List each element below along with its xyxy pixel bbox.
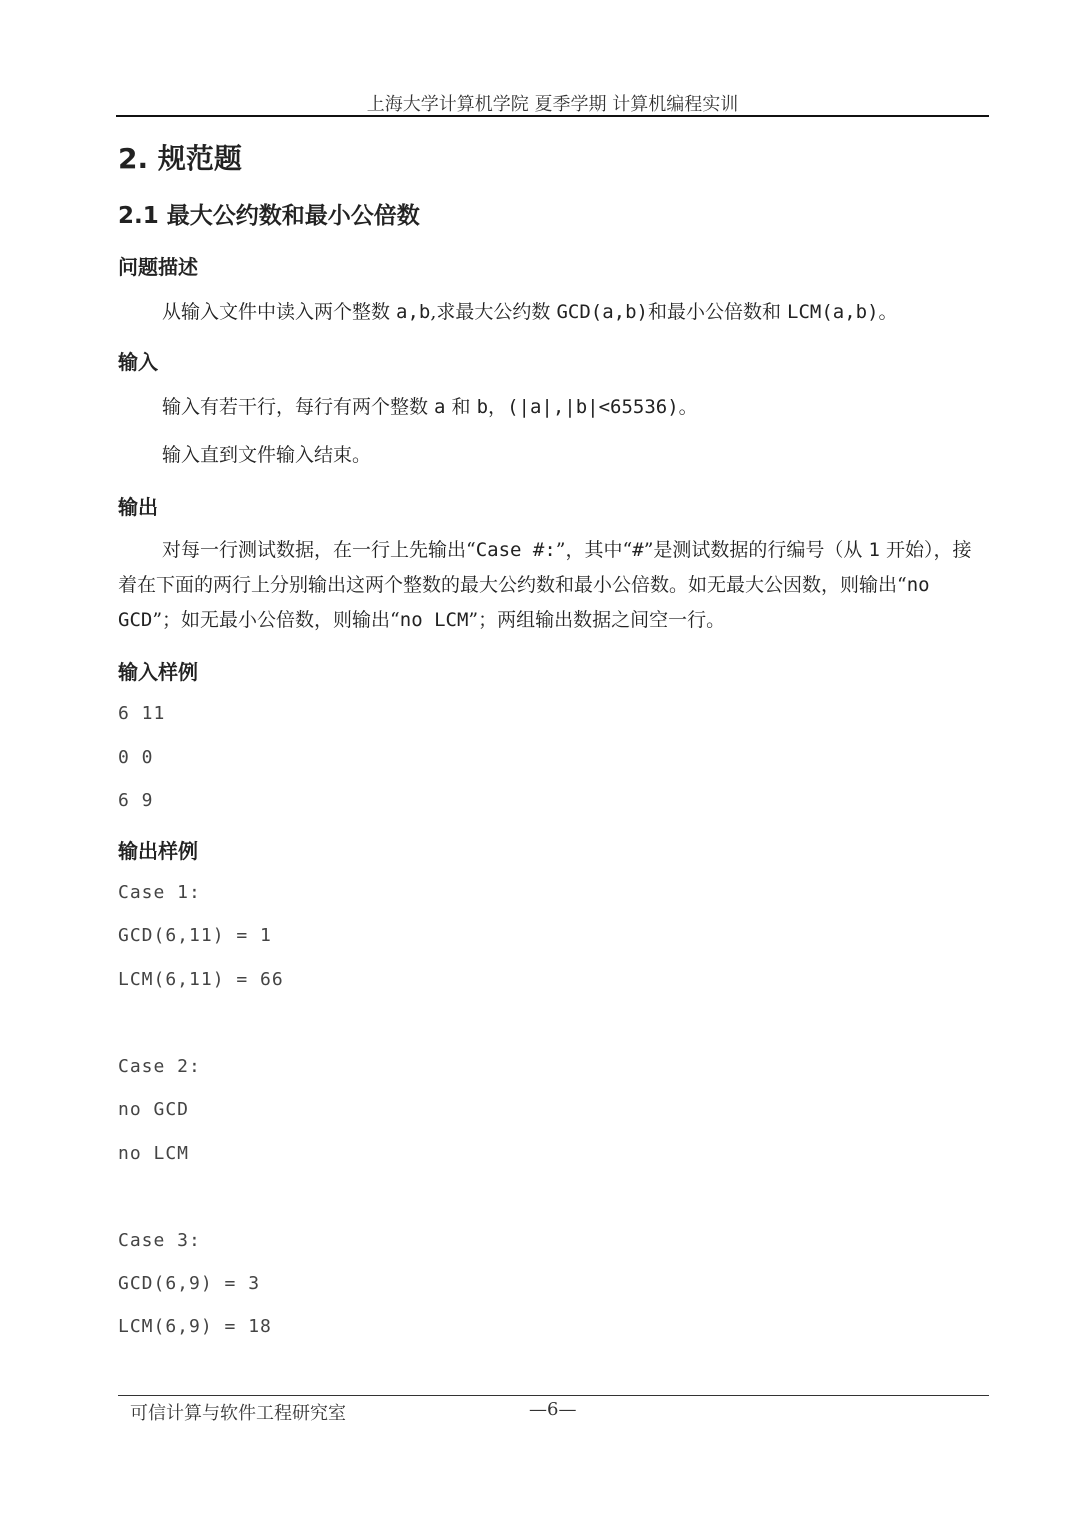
sample-output-line: GCD(6,11) = 1 [118,925,272,946]
output-text-6: ”；两组输出数据之间空一行。 [468,609,726,631]
input-line1-a: a [434,396,446,418]
output-text [118,533,990,638]
output-text-2: ”，其中“ [555,539,633,561]
output-heading: 输出 [118,495,158,519]
output-one: 1 [868,539,880,561]
sample-output-line: LCM(6,11) = 66 [118,969,284,990]
sample-output-line: LCM(6,9) = 18 [118,1316,272,1337]
problem-heading: 问题描述 [118,255,198,279]
subsection-title: 2.1 最大公约数和最小公倍数 [118,203,420,229]
problem-text [118,295,990,330]
input-line1-range: (|a|,|b|<65536) [507,396,679,418]
footer-lab-name: 可信计算与软件工程研究室 [130,1403,346,1424]
problem-text-2: ,求最大公约数 [430,301,557,323]
output-case-mark: Case #: [475,539,556,561]
input-line1-end: 。 [678,396,698,418]
problem-text-1: 从输入文件中读入两个整数 [162,301,397,323]
sample-input-line: 6 9 [118,790,154,811]
output-text-1: 对每一行测试数据，在一行上先输出“ [162,539,476,561]
problem-lcm: LCM(a,b) [787,301,879,323]
problem-text-4: 。 [878,301,898,323]
input-line1-and: 和 [445,396,477,418]
output-no-gcd: no GCD [118,574,930,631]
page-header: 上海大学计算机学院 夏季学期 计算机编程实训 [366,94,739,115]
output-hash: # [632,539,644,561]
input-line1-b: b [476,396,489,418]
sample-output-heading: 输出样例 [118,839,198,863]
header-rule [116,115,989,117]
sample-output-line: no GCD [118,1099,190,1120]
sample-output-line: Case 3: [118,1230,201,1251]
problem-ab: a,b [396,301,431,323]
output-text-4: 开始），接着在下面的两行上分别输出这两个整数的最大公约数和最小公倍数。如无最大公因数，则输出“ [118,539,972,596]
output-no-lcm: no LCM [399,609,469,631]
section-title: 2. 规范题 [118,142,242,175]
sample-input-heading: 输入样例 [118,660,198,684]
output-text-5: ”；如无最小公倍数，则输出“ [152,609,400,631]
input-heading: 输入 [118,350,158,374]
sample-output-line: Case 1: [118,882,201,903]
footer-rule [118,1395,989,1396]
input-line1-text: 输入有若干行，每行有两个整数 [162,396,435,418]
sample-output-line: GCD(6,9) = 3 [118,1273,261,1294]
sample-input-line: 6 11 [118,703,166,724]
problem-text-3: 和最小公倍数和 [647,301,788,323]
sample-output-line: no LCM [118,1143,190,1164]
input-line1-comma: ， [488,396,508,418]
sample-input-line: 0 0 [118,747,154,768]
input-line-2: 输入直到文件输入结束。 [162,444,372,466]
page-number: —6— [529,1399,577,1420]
output-text-3: ”是测试数据的行编号（从 [643,539,869,561]
problem-gcd: GCD(a,b) [556,301,648,323]
input-line-1 [118,390,990,425]
sample-output-line: Case 2: [118,1056,201,1077]
